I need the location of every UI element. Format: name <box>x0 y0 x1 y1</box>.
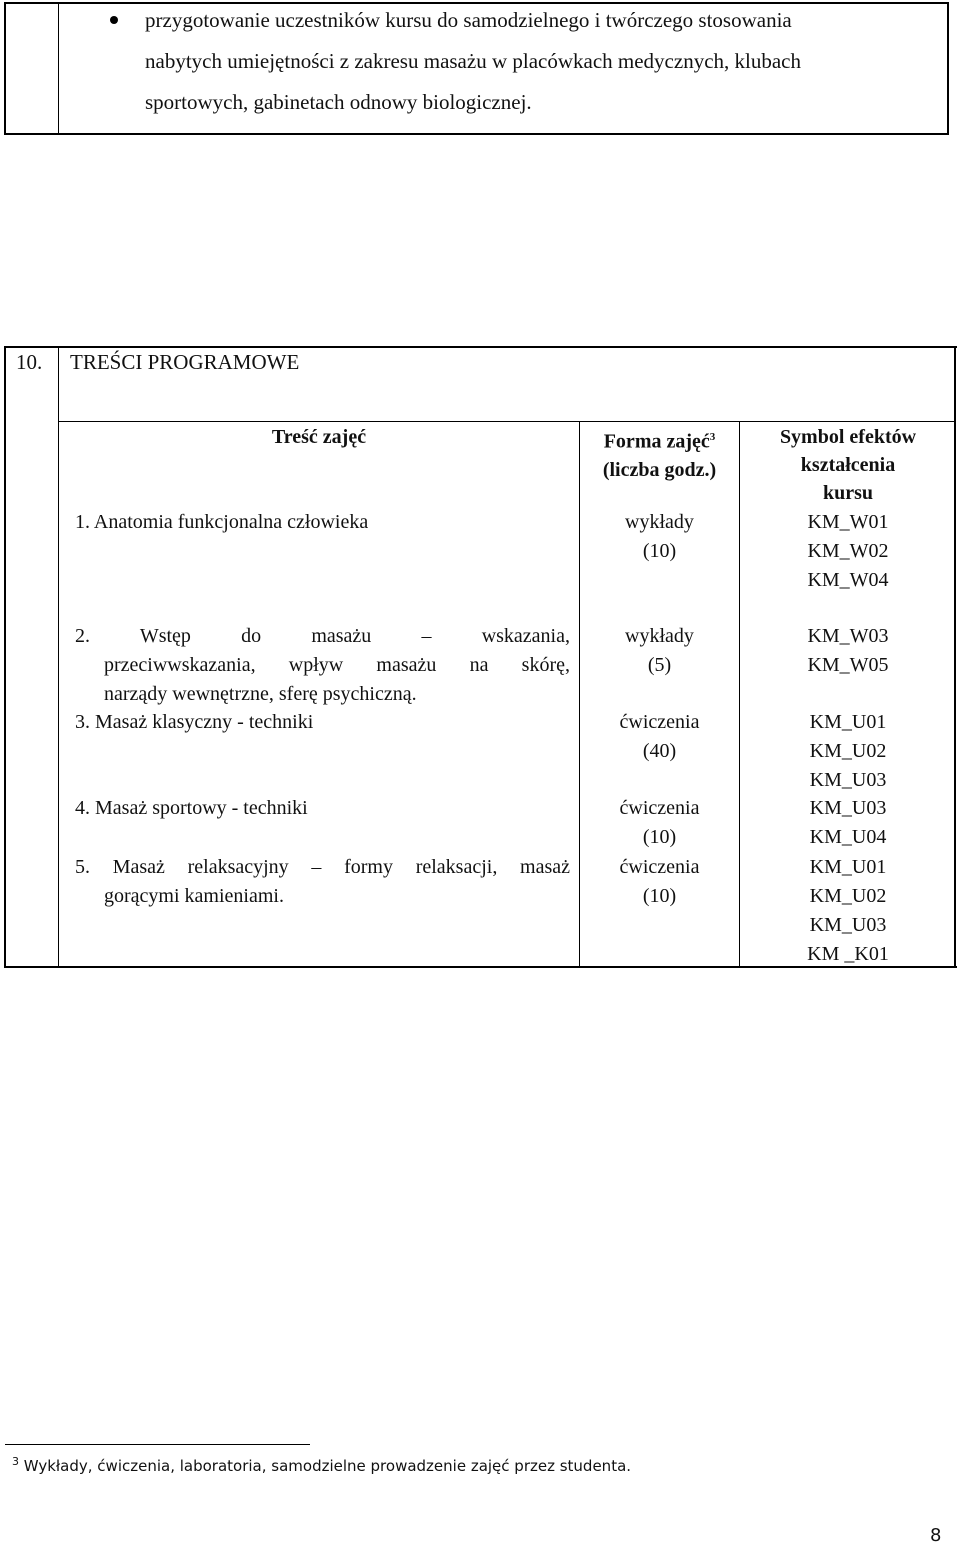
footnote <box>12 1455 912 1475</box>
bullet-line: sportowych, gabinetach odnowy biologicznej. <box>145 90 532 114</box>
footnote-number: 3 <box>12 1455 19 1468</box>
bullet-icon <box>110 16 118 24</box>
row-form: ćwiczenia (10) <box>619 856 700 907</box>
row-symbols: KM_U01 KM_U02 KM_U03 <box>809 711 887 791</box>
row-content: 4. Masaż sportowy - techniki <box>75 797 308 819</box>
row-symbols: KM_U03 KM_U04 <box>809 797 887 848</box>
row-form: wykłady (10) <box>625 511 694 562</box>
bullet-paragraph <box>145 0 935 123</box>
row-symbols: KM_U01 KM_U02 KM_U03 KM _K01 <box>807 856 889 965</box>
row-content: 3. Masaż klasyczny - techniki <box>75 711 314 733</box>
footnote-text: Wykłady, ćwiczenia, laboratoria, samodzielne prowadzenie zajęć przez studenta. <box>23 1457 632 1475</box>
row-content: 5. Masaż relaksacyjny – formy relaksacji, masaż gorącymi kamieniami. <box>75 856 570 907</box>
footnote-marker: 3 <box>709 431 716 443</box>
page-number: 8 <box>930 1525 942 1546</box>
row-symbols: KM_W03 KM_W05 <box>807 625 889 676</box>
row-form: ćwiczenia (40) <box>619 711 700 762</box>
row-content: 1. Anatomia funkcjonalna człowieka <box>75 511 369 533</box>
header-symbol: Symbol efektów kształcenia kursu <box>779 426 917 504</box>
row-symbols: KM_W01 KM_W02 KM_W04 <box>807 511 889 591</box>
row-form: ćwiczenia (10) <box>619 797 700 848</box>
header-content: Treść zajęć <box>271 426 367 448</box>
header-form: Forma zajęć$^3$ (liczba godz.) <box>602 430 717 481</box>
row-form: wykłady (5) <box>625 625 694 676</box>
section-number: 10. <box>16 350 43 374</box>
section-title: TREŚCI PROGRAMOWE <box>70 350 300 374</box>
bullet-line: przygotowanie uczestników kursu do samodzielnego i twórczego stosowania <box>145 8 792 32</box>
row-content: 2. Wstęp do masażu – wskazania, przeciwwskazania, wpływ masażu na skórę, narządy wewnętrzne, sferę psychiczną. <box>75 625 570 705</box>
footnote-separator <box>5 1444 310 1445</box>
bullet-line: nabytych umiejętności z zakresu masażu w placówkach medycznych, klubach <box>145 49 801 73</box>
